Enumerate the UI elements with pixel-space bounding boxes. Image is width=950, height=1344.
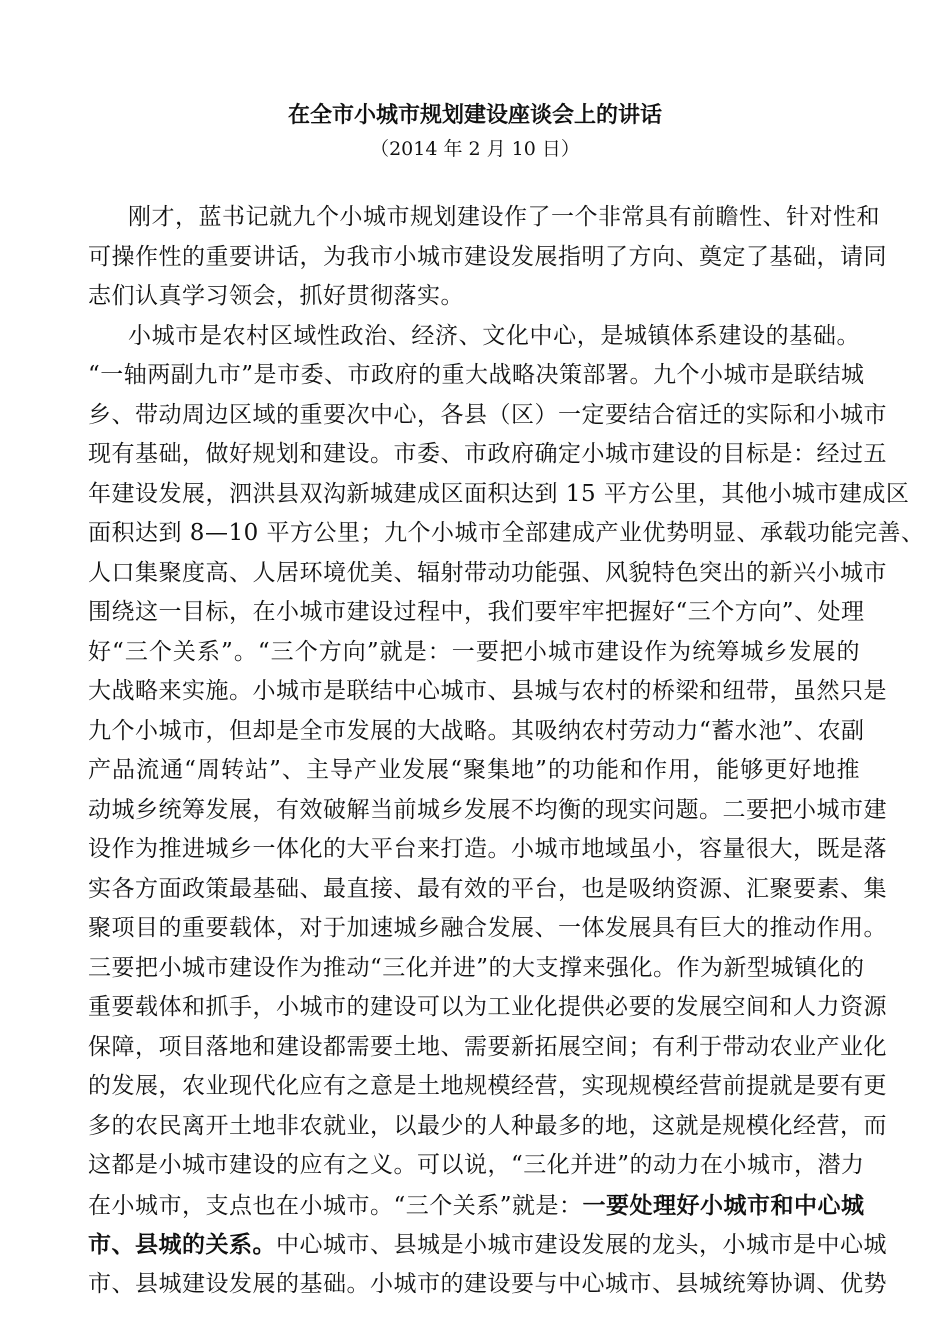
- text-line: [88, 1265, 887, 1305]
- text-line: [88, 1146, 865, 1186]
- text-line: [88, 198, 880, 238]
- document-title: 在全市小城市规划建设座谈会上的讲话: [287, 102, 662, 128]
- text-segment: 年建设发展，泗洪县双沟新城建成区面积达到 15 平方公里，其他小城市建成区: [88, 480, 910, 507]
- text-line: [88, 830, 887, 870]
- text-segment: 动城乡统筹发展，有效破解当前城乡发展不均衡的现实问题。二要把小城市建: [88, 796, 887, 823]
- text-line: [88, 672, 887, 712]
- text-segment: 设作为推进城乡一体化的大平台来打造。小城市地域虽小，容量很大，既是落: [88, 836, 887, 862]
- text-line: [88, 593, 865, 633]
- text-line: [88, 554, 887, 594]
- text-segment: 面积达到 8—10 平方公里；九个小城市全部建成产业优势明显、承载功能完善、: [88, 520, 925, 546]
- document-date: （2014 年 2 月 10 日）: [370, 138, 580, 160]
- text-segment: 重要载体和抓手，小城市的建设可以为工业化提供必要的发展空间和人力资源: [88, 994, 887, 1020]
- bold-text-segment: 一要处理好小城市和中心城: [582, 1191, 865, 1219]
- text-line: [88, 317, 860, 357]
- text-segment: 实各方面政策最基础、最直接、最有效的平台，也是吸纳资源、汇聚要素、集: [88, 875, 887, 902]
- text-line: [88, 356, 865, 396]
- text-line: [88, 435, 887, 475]
- text-segment: 乡、带动周边区域的重要次中心，各县（区）一定要结合宿迁的实际和小城市: [88, 401, 887, 428]
- text-line: [88, 475, 910, 515]
- text-segment: 保障，项目落地和建设都需要土地、需要新拓展空间；有利于带动农业产业化: [88, 1033, 887, 1060]
- text-segment: 刚才，蓝书记就九个小城市规划建设作了一个非常具有前瞻性、针对性和: [128, 204, 880, 230]
- text-segment: 志们认真学习领会，抓好贯彻落实。: [88, 283, 464, 309]
- text-line: [88, 1107, 887, 1147]
- text-segment: 这都是小城市建设的应有之义。可以说，“三化并进”的动力在小城市，潜力: [88, 1152, 865, 1178]
- text-line: [88, 633, 860, 673]
- text-segment: 在小城市，支点也在小城市。“三个关系”就是：: [88, 1192, 583, 1219]
- text-line: [88, 1186, 865, 1226]
- text-line: [88, 949, 865, 989]
- text-segment: 多的农民离开土地非农就业，以最少的人种最多的地，这就是规模化经营，而: [88, 1112, 887, 1139]
- text-line: [88, 870, 887, 910]
- text-segment: 中心城市、县城是小城市建设发展的龙头，小城市是中心城: [276, 1232, 887, 1258]
- text-line: [88, 238, 887, 278]
- text-line: [88, 751, 860, 791]
- text-segment: 可操作性的重要讲话，为我市小城市建设发展指明了方向、奠定了基础，请同: [88, 243, 887, 270]
- text-line: [88, 988, 887, 1028]
- text-segment: 小城市是农村区域性政治、经济、文化中心，是城镇体系建设的基础。: [128, 322, 860, 349]
- text-segment: 产品流通“周转站”、主导产业发展“聚集地”的功能和作用，能够更好地推: [88, 757, 860, 783]
- text-segment: 现有基础，做好规划和建设。市委、市政府确定小城市建设的目标是：经过五: [88, 441, 887, 467]
- text-line: [88, 1225, 887, 1265]
- text-segment: “一轴两副九市”是市委、市政府的重大战略决策部署。九个小城市是联结城: [88, 362, 865, 388]
- text-segment: 聚项目的重要载体，对于加速城乡融合发展、一体发展具有巨大的推动作用。: [88, 915, 887, 941]
- bold-text-segment: 市、县城的关系。: [88, 1231, 276, 1258]
- text-line: [88, 909, 887, 949]
- text-segment: 人口集聚度高、人居环境优美、辐射带动功能强、风貌特色突出的新兴小城市: [88, 559, 887, 586]
- text-segment: 大战略来实施。小城市是联结中心城市、县城与农村的桥梁和纽带，虽然只是: [88, 678, 887, 704]
- text-line: [88, 791, 887, 831]
- text-line: [88, 396, 887, 436]
- text-segment: 九个小城市，但却是全市发展的大战略。其吸纳农村劳动力“蓄水池”、农副: [88, 717, 865, 744]
- text-segment: 的发展，农业现代化应有之意是土地规模经营，实现规模经营前提就是要有更: [88, 1073, 887, 1099]
- text-line: [88, 1067, 887, 1107]
- document-body: [88, 198, 925, 1304]
- text-line: [88, 277, 860, 317]
- text-segment: 市、县城建设发展的基础。小城市的建设要与中心城市、县城统筹协调、优势: [88, 1270, 887, 1297]
- text-segment: 三要把小城市建设作为推动“三化并进”的大支撑来强化。作为新型城镇化的: [88, 954, 865, 981]
- text-segment: 围绕这一目标，在小城市建设过程中，我们要牢牢把握好“三个方向”、处理: [88, 599, 865, 625]
- text-segment: 好“三个关系”。“三个方向”就是：一要把小城市建设作为统筹城乡发展的: [88, 638, 860, 665]
- text-line: [88, 514, 925, 554]
- text-line: [88, 1028, 887, 1068]
- text-line: [88, 712, 865, 752]
